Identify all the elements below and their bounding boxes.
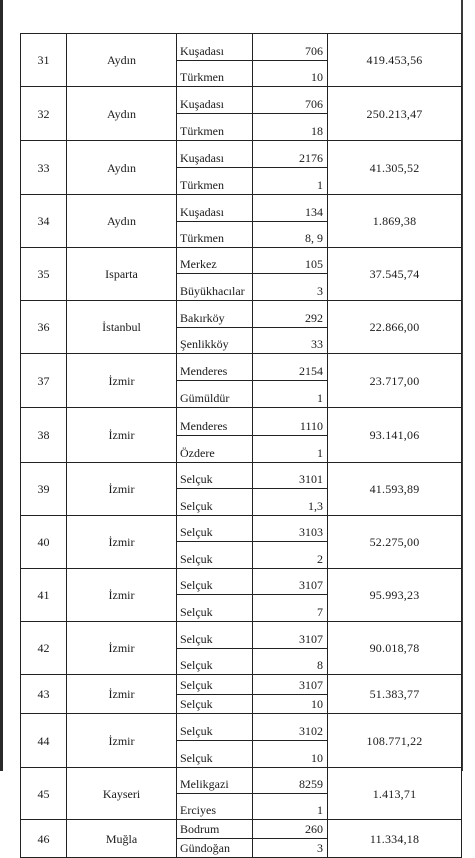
parcel-cell: 1	[253, 436, 328, 463]
table-row	[21, 463, 462, 489]
parcel-cell: 105	[253, 248, 328, 274]
row-number: 39	[21, 463, 67, 516]
table-row	[21, 248, 462, 274]
amount-cell: 419.453,56	[328, 34, 462, 87]
city-cell: Aydın	[67, 87, 177, 141]
amount-cell: 37.545,74	[328, 248, 462, 301]
table-row	[21, 714, 462, 741]
amount-cell: 108.771,22	[328, 714, 462, 768]
district-cell: Türkmen	[177, 222, 253, 248]
amount-cell: 95.993,23	[328, 569, 462, 622]
table-row	[21, 141, 462, 168]
parcel-cell: 1	[253, 794, 328, 820]
parcel-cell: 1110	[253, 408, 328, 436]
row-number: 41	[21, 569, 67, 622]
city-cell: Aydın	[67, 34, 177, 87]
table-row	[21, 820, 462, 839]
parcel-cell: 10	[253, 61, 328, 87]
district-cell: Kuşadası	[177, 195, 253, 222]
district-cell: Bakırköy	[177, 301, 253, 328]
city-cell: İzmir	[67, 675, 177, 714]
district-cell: Menderes	[177, 408, 253, 436]
city-cell: İzmir	[67, 354, 177, 408]
row-number: 35	[21, 248, 67, 301]
parcel-cell: 292	[253, 301, 328, 328]
parcel-cell: 260	[253, 820, 328, 839]
parcel-cell: 706	[253, 34, 328, 61]
parcel-cell: 10	[253, 741, 328, 768]
parcel-cell: 3102	[253, 714, 328, 741]
parcel-cell: 7	[253, 595, 328, 622]
city-cell: Aydın	[67, 141, 177, 195]
parcel-cell: 706	[253, 87, 328, 114]
city-cell: Isparta	[67, 248, 177, 301]
district-cell: Selçuk	[177, 675, 253, 695]
district-cell: Türkmen	[177, 168, 253, 195]
district-cell: Selçuk	[177, 516, 253, 542]
parcel-cell: 134	[253, 195, 328, 222]
city-cell: İzmir	[67, 569, 177, 622]
parcel-cell: 18	[253, 114, 328, 141]
row-number: 42	[21, 622, 67, 675]
district-cell: Selçuk	[177, 542, 253, 569]
city-cell: Kayseri	[67, 768, 177, 820]
parcel-cell: 2	[253, 542, 328, 569]
district-cell: Melikgazi	[177, 768, 253, 794]
row-number: 45	[21, 768, 67, 820]
parcel-cell: 8	[253, 649, 328, 675]
district-cell: Erciyes	[177, 794, 253, 820]
amount-cell: 41.305,52	[328, 141, 462, 195]
city-cell: İzmir	[67, 408, 177, 463]
amount-cell: 23.717,00	[328, 354, 462, 408]
district-cell: Gündoğan	[177, 839, 253, 858]
parcel-cell: 3107	[253, 622, 328, 649]
parcel-cell: 33	[253, 328, 328, 354]
parcel-cell: 1,3	[253, 489, 328, 516]
amount-cell: 1.869,38	[328, 195, 462, 248]
district-cell: Selçuk	[177, 695, 253, 714]
district-cell: Selçuk	[177, 649, 253, 675]
table-row	[21, 516, 462, 542]
row-number: 37	[21, 354, 67, 408]
amount-cell: 93.141,06	[328, 408, 462, 463]
table-row	[21, 195, 462, 222]
table-row	[21, 34, 462, 61]
district-cell: Kuşadası	[177, 34, 253, 61]
district-cell: Selçuk	[177, 622, 253, 649]
amount-cell: 52.275,00	[328, 516, 462, 569]
city-cell: İstanbul	[67, 301, 177, 354]
parcel-cell: 3107	[253, 569, 328, 595]
city-cell: İzmir	[67, 516, 177, 569]
district-cell: Kuşadası	[177, 87, 253, 114]
district-cell: Gümüldür	[177, 381, 253, 408]
amount-cell: 90.018,78	[328, 622, 462, 675]
district-cell: Menderes	[177, 354, 253, 381]
district-cell: Şenlikköy	[177, 328, 253, 354]
table-row	[21, 301, 462, 328]
row-number: 44	[21, 714, 67, 768]
parcel-cell: 1	[253, 381, 328, 408]
row-number: 46	[21, 820, 67, 858]
table-row	[21, 408, 462, 436]
amount-cell: 51.383,77	[328, 675, 462, 714]
city-cell: Muğla	[67, 820, 177, 858]
parcel-cell: 3103	[253, 516, 328, 542]
table-row	[21, 87, 462, 114]
district-cell: Özdere	[177, 436, 253, 463]
page-edge-left	[0, 0, 3, 771]
table-row	[21, 768, 462, 794]
row-number: 34	[21, 195, 67, 248]
document-page	[20, 33, 452, 858]
district-cell: Kuşadası	[177, 141, 253, 168]
row-number: 32	[21, 87, 67, 141]
amount-cell: 1.413,71	[328, 768, 462, 820]
district-cell: Selçuk	[177, 569, 253, 595]
city-cell: İzmir	[67, 622, 177, 675]
parcel-cell: 3	[253, 839, 328, 858]
city-cell: İzmir	[67, 463, 177, 516]
parcel-cell: 2154	[253, 354, 328, 381]
district-cell: Selçuk	[177, 741, 253, 768]
district-cell: Selçuk	[177, 595, 253, 622]
parcel-cell: 3107	[253, 675, 328, 695]
city-cell: İzmir	[67, 714, 177, 768]
table-row	[21, 354, 462, 381]
amount-cell: 11.334,18	[328, 820, 462, 858]
table-row	[21, 675, 462, 695]
district-cell: Selçuk	[177, 714, 253, 741]
row-number: 40	[21, 516, 67, 569]
row-number: 38	[21, 408, 67, 463]
parcel-cell: 8, 9	[253, 222, 328, 248]
amount-cell: 41.593,89	[328, 463, 462, 516]
district-cell: Selçuk	[177, 489, 253, 516]
land-table-body	[21, 34, 462, 858]
table-row	[21, 622, 462, 649]
district-cell: Türkmen	[177, 61, 253, 87]
district-cell: Selçuk	[177, 463, 253, 489]
amount-cell: 250.213,47	[328, 87, 462, 141]
city-cell: Aydın	[67, 195, 177, 248]
table-row	[21, 569, 462, 595]
parcel-cell: 8259	[253, 768, 328, 794]
land-table	[20, 33, 462, 858]
row-number: 33	[21, 141, 67, 195]
district-cell: Merkez	[177, 248, 253, 274]
row-number: 43	[21, 675, 67, 714]
row-number: 36	[21, 301, 67, 354]
amount-cell: 22.866,00	[328, 301, 462, 354]
parcel-cell: 10	[253, 695, 328, 714]
parcel-cell: 3101	[253, 463, 328, 489]
row-number: 31	[21, 34, 67, 87]
parcel-cell: 3	[253, 274, 328, 301]
district-cell: Büyükhacılar	[177, 274, 253, 301]
parcel-cell: 1	[253, 168, 328, 195]
district-cell: Bodrum	[177, 820, 253, 839]
parcel-cell: 2176	[253, 141, 328, 168]
district-cell: Türkmen	[177, 114, 253, 141]
